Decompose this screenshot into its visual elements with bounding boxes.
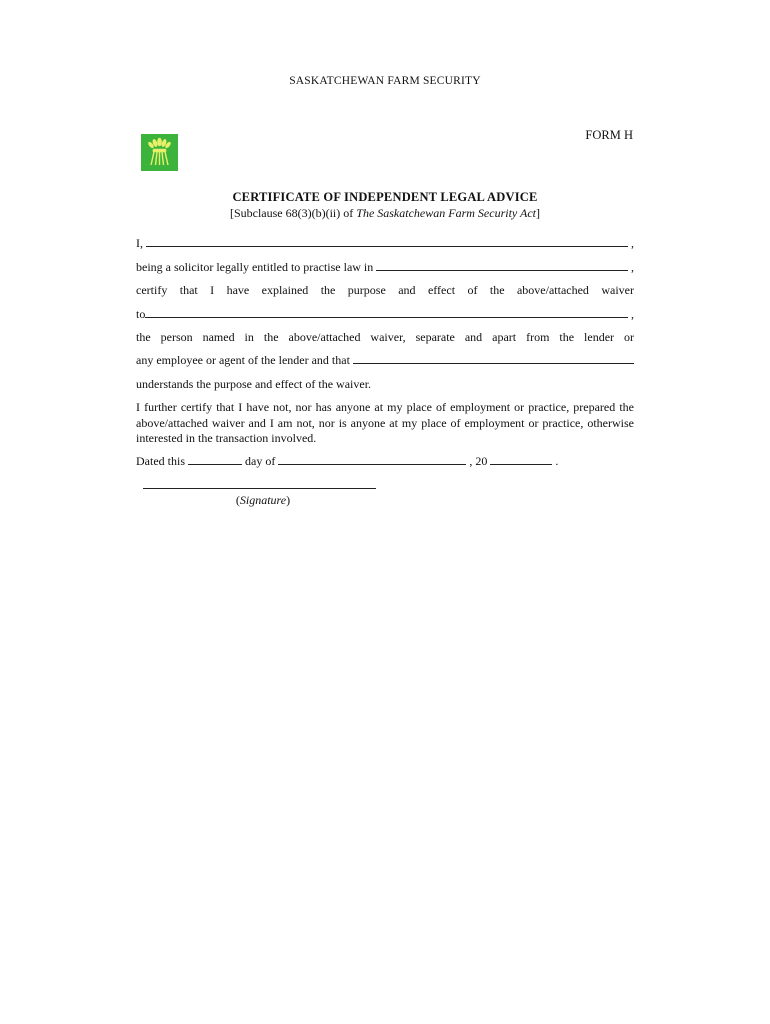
month-field[interactable]	[278, 463, 466, 465]
day-field[interactable]	[188, 463, 242, 465]
understands-text: understands the purpose and effect of the waiver.	[136, 377, 372, 391]
waiver-party-line	[136, 307, 634, 321]
signature-field[interactable]	[143, 488, 376, 489]
solicitor-name-field[interactable]	[146, 245, 628, 247]
jurisdiction-field[interactable]	[376, 269, 628, 271]
line6-prefix: any employee or agent of the lender and that	[136, 353, 350, 367]
signature-label: Signature	[239, 493, 287, 507]
subtitle-prefix: [Subclause 68(3)(b)(ii) of	[229, 206, 357, 220]
wheat-sheaf-icon	[141, 134, 178, 171]
form-label: FORM H	[585, 128, 633, 142]
jurisdiction-line	[136, 260, 634, 274]
dated-line	[136, 454, 558, 468]
person-named-text: the person named in the above/attached waiver, separate and apart from the lender or	[136, 330, 634, 344]
signature-open-paren: (	[235, 493, 240, 507]
act-name: The Saskatchewan Farm Security Act	[356, 206, 537, 220]
subtitle-suffix: ]	[536, 206, 541, 220]
borrower-name-field[interactable]	[353, 362, 634, 364]
certify-line	[136, 283, 634, 297]
line1-suffix: ,	[631, 236, 634, 250]
waiver-party-field[interactable]	[145, 316, 628, 318]
solicitor-name-line	[136, 236, 634, 250]
understands-line	[136, 377, 634, 391]
line4-prefix: to	[136, 307, 146, 321]
dated-end: .	[555, 454, 559, 468]
further-certify-paragraph: I further certify that I have not, nor has anyone at my place of employment or practice, prepared the above/attached waiver and I am not, nor is anyone at my place of employment or practice, otherwise interested in the transaction involved.	[136, 400, 634, 445]
organization-header: SASKATCHEWAN FARM SECURITY	[289, 75, 481, 87]
signature-caption	[143, 493, 383, 508]
certificate-title: CERTIFICATE OF INDEPENDENT LEGAL ADVICE	[232, 190, 538, 204]
certificate-subtitle	[0, 206, 770, 221]
person-named-line	[136, 330, 634, 344]
dated-day-label: day of	[245, 454, 276, 468]
line2-suffix: ,	[631, 260, 634, 274]
dated-year-label: , 20	[469, 454, 488, 468]
lender-line	[136, 353, 634, 367]
line1-prefix: I,	[136, 236, 143, 250]
certify-text: certify that I have explained the purpose and effect of the above/attached waiver	[136, 283, 634, 297]
year-field[interactable]	[490, 463, 552, 465]
signature-close-paren: )	[286, 493, 291, 507]
line4-suffix: ,	[631, 307, 634, 321]
dated-prefix: Dated this	[136, 454, 185, 468]
line2-prefix: being a solicitor legally entitled to practise law in	[136, 260, 374, 274]
